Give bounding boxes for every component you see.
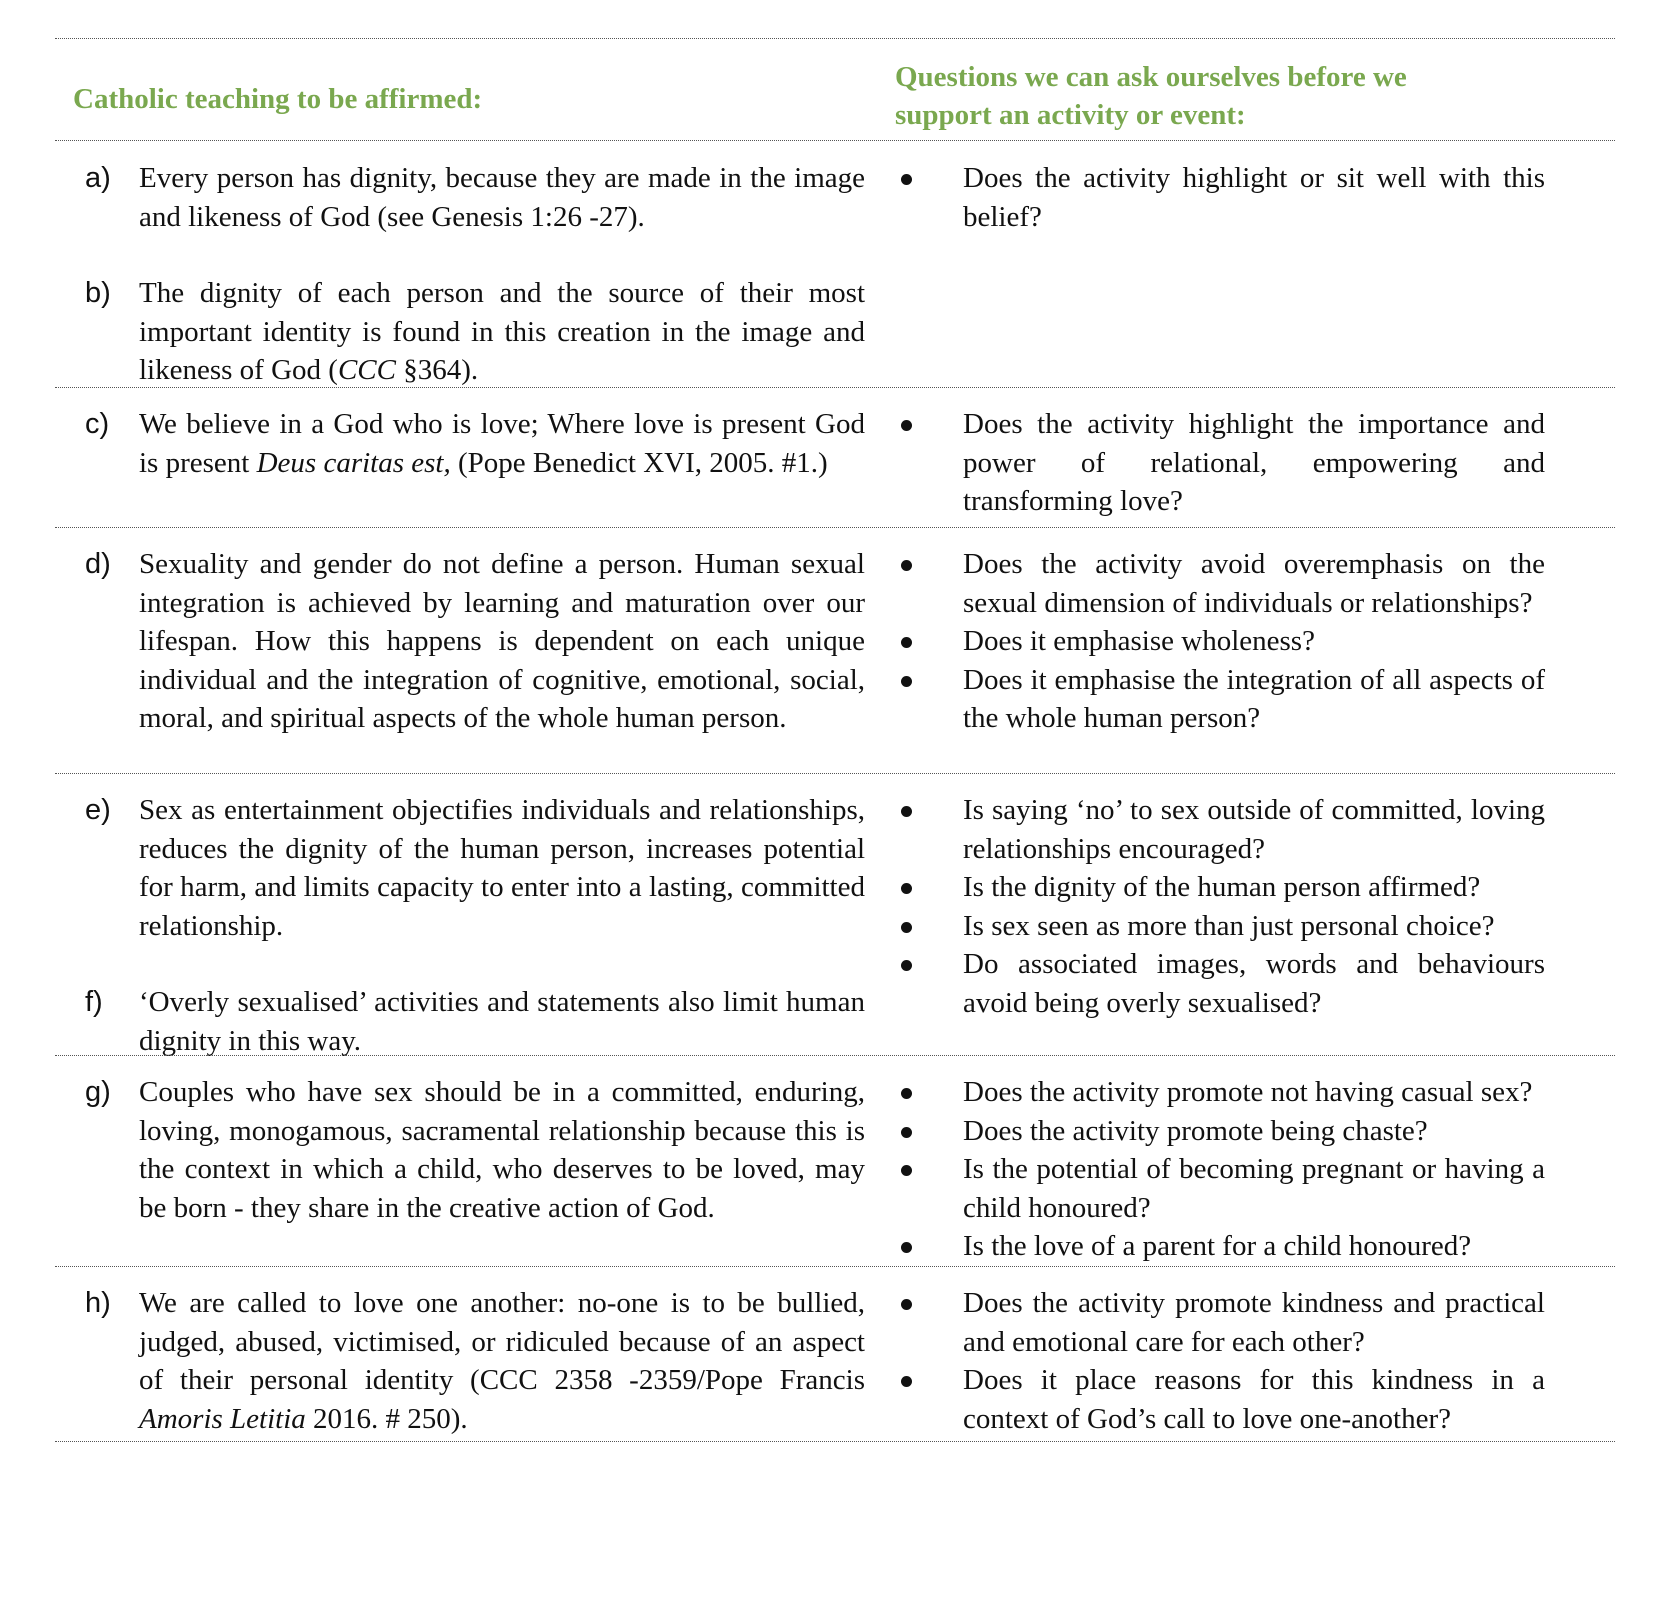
item-letter: b) xyxy=(85,277,111,309)
question-list xyxy=(895,791,1545,1022)
bullet-icon xyxy=(901,560,912,571)
bullet-icon xyxy=(901,883,912,894)
bullet-icon xyxy=(901,174,912,185)
question-item: Does the activity promote being chaste? xyxy=(895,1112,1545,1151)
question-item: Is the potential of becoming pregnant or having a child honoured? xyxy=(895,1150,1545,1227)
question-item: Does the activity highlight the importance and power of relational, empowering and transforming love? xyxy=(895,405,1545,521)
item-letter: a) xyxy=(85,162,111,194)
question-item: Does the activity avoid overemphasis on the sexual dimension of individuals or relationships? xyxy=(895,545,1545,622)
bullet-icon xyxy=(901,637,912,648)
teaching-cell xyxy=(85,1284,865,1438)
item-letter: c) xyxy=(85,408,110,440)
teaching-cell xyxy=(85,545,865,738)
header-teaching: Catholic teaching to be affirmed: xyxy=(73,83,483,115)
header-questions-line1: Questions we can ask ourselves before we xyxy=(895,61,1407,93)
teaching-item: h) We are called to love one another: no-one is to be bullied, judged, abused, victimised, or ridiculed because of an aspect of their personal identity (CCC 2358 -2359/Pope Francis Amoris Letitia 2016. # 250). xyxy=(85,1284,865,1438)
teaching-cell xyxy=(85,159,865,390)
question-item: Is the love of a parent for a child honoured? xyxy=(895,1227,1545,1266)
questions-cell xyxy=(895,1073,1545,1266)
question-item: Does it emphasise wholeness? xyxy=(895,622,1545,661)
questions-cell xyxy=(895,791,1545,1022)
question-item: Does the activity promote not having casual sex? xyxy=(895,1073,1545,1112)
item-letter: e) xyxy=(85,794,111,826)
teaching-item: a) Every person has dignity, because they are made in the image and likeness of God (see Genesis 1:26 -27). xyxy=(85,159,865,236)
bullet-icon xyxy=(901,420,912,431)
question-list xyxy=(895,1284,1545,1438)
teaching-item: b) The dignity of each person and the source of their most important identity is found in this creation in the image and likeness of God (CCC §364). xyxy=(85,274,865,390)
bullet-icon xyxy=(901,1299,912,1310)
teaching-item: g) Couples who have sex should be in a committed, enduring, loving, monogamous, sacramental relationship because this is the context in which a child, who deserves to be loved, may be born - they share in the creative action of God. xyxy=(85,1073,865,1227)
question-item: Do associated images, words and behaviours avoid being overly sexualised? xyxy=(895,945,1545,1022)
bullet-icon xyxy=(901,806,912,817)
bullet-icon xyxy=(901,1376,912,1387)
header-questions-line2: support an activity or event: xyxy=(895,99,1246,131)
questions-cell xyxy=(895,545,1545,738)
question-item: Is the dignity of the human person affirmed? xyxy=(895,868,1545,907)
question-list xyxy=(895,405,1545,521)
header-questions xyxy=(895,58,1535,134)
teaching-item: c) We believe in a God who is love; Where love is present God is present Deus caritas est, (Pope Benedict XVI, 2005. #1.) xyxy=(85,405,865,482)
row-rule xyxy=(55,773,1615,774)
row-rule xyxy=(55,527,1615,528)
question-item: Is saying ‘no’ to sex outside of committed, loving relationships encouraged? xyxy=(895,791,1545,868)
teaching-cell xyxy=(85,405,865,482)
question-item: Does the activity highlight or sit well with this belief? xyxy=(895,159,1545,236)
question-item: Does it emphasise the integration of all aspects of the whole human person? xyxy=(895,661,1545,738)
row-rule xyxy=(55,387,1615,388)
question-list xyxy=(895,1073,1545,1266)
question-item: Does the activity promote kindness and practical and emotional care for each other? xyxy=(895,1284,1545,1361)
bullet-icon xyxy=(901,922,912,933)
item-letter: h) xyxy=(85,1287,111,1319)
bullet-icon xyxy=(901,1088,912,1099)
bullet-icon xyxy=(901,960,912,971)
table-bottom-rule xyxy=(55,1441,1615,1442)
question-list xyxy=(895,545,1545,738)
questions-cell xyxy=(895,159,1545,236)
teaching-cell xyxy=(85,791,865,1060)
questions-cell xyxy=(895,1284,1545,1438)
teaching-item: e) Sex as entertainment objectifies individuals and relationships, reduces the dignity of the human person, increases potential for harm, and limits capacity to enter into a lasting, committed relationship. xyxy=(85,791,865,945)
item-letter: f) xyxy=(85,986,103,1018)
teaching-item: f) ‘Overly sexualised’ activities and statements also limit human dignity in this way. xyxy=(85,983,865,1060)
header-rule xyxy=(55,140,1615,141)
item-letter: g) xyxy=(85,1076,111,1108)
item-letter: d) xyxy=(85,548,111,580)
row-rule xyxy=(55,1055,1615,1056)
bullet-icon xyxy=(901,676,912,687)
bullet-icon xyxy=(901,1127,912,1138)
row-rule xyxy=(55,1266,1615,1267)
teaching-cell xyxy=(85,1073,865,1227)
table-header xyxy=(55,38,1615,152)
question-item: Does it place reasons for this kindness in a context of God’s call to love one-another? xyxy=(895,1361,1545,1438)
questions-cell xyxy=(895,405,1545,521)
question-list xyxy=(895,159,1545,236)
question-item: Is sex seen as more than just personal choice? xyxy=(895,907,1545,946)
bullet-icon xyxy=(901,1165,912,1176)
teaching-item: d) Sexuality and gender do not define a person. Human sexual integration is achieved by learning and maturation over our lifespan. How this happens is dependent on each unique individual and the integration of cognitive, emotional, social, moral, and spiritual aspects of the whole human person. xyxy=(85,545,865,738)
bullet-icon xyxy=(901,1242,912,1253)
